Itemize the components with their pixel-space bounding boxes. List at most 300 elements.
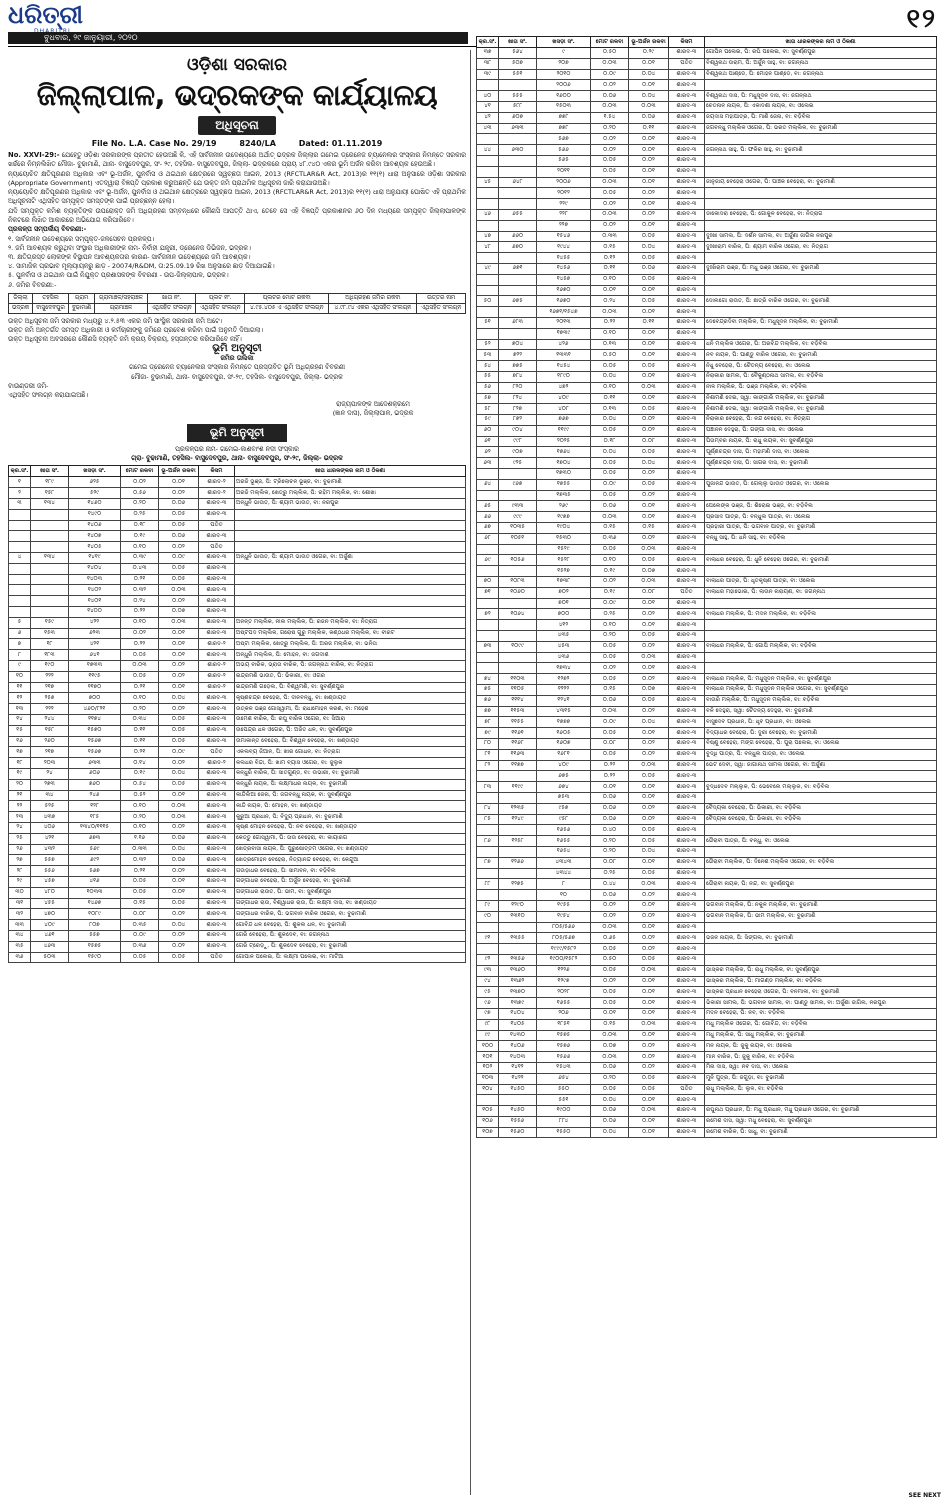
table-cell: ଶାରଦ-୩ — [669, 209, 705, 220]
table-cell: ୦.୦୫ — [159, 574, 199, 585]
table-cell — [499, 188, 537, 199]
table-cell: ୦.୦୨ — [629, 609, 669, 620]
table-cell: ୦.୨୨ — [121, 607, 159, 618]
table-cell: ୦.୦୧ — [629, 339, 669, 350]
table-cell: ୯୯୮ — [499, 436, 537, 447]
table-cell: ୦.୦୫ — [629, 296, 669, 307]
table-cell: ୫୦ — [477, 296, 499, 307]
table-cell: ୫୫୧ — [537, 1095, 591, 1106]
table-cell — [477, 490, 499, 501]
table-row — [477, 609, 937, 620]
table-cell: ଶାରଦ-୩ — [199, 855, 235, 866]
table-cell: ମିନା ଦାସ, ସ୍ୱା: ନବ ଦାସ, ବା: ଓଲେଇ — [705, 1062, 937, 1073]
table-cell — [705, 944, 937, 955]
table-cell: ୯୫ — [477, 987, 499, 998]
table-cell: ୯୩ — [477, 965, 499, 976]
table-cell — [705, 155, 937, 166]
table-cell: ବିଶ୍ୱନାଥ ପାଣ୍ଡେ, ପି: ମୋହନ ପାଣ୍ଡେ, ବା: ଜଗନ୍ନାଥ — [705, 69, 937, 80]
table-row — [477, 69, 937, 80]
table-cell: ୦.୩୩ — [121, 844, 159, 855]
table-cell — [477, 771, 499, 782]
table-cell: ଶାରଦ-୩ — [669, 760, 705, 771]
table-cell: ୨୬୦ — [31, 736, 69, 747]
table-cell: ୦.୦୨ — [629, 188, 669, 199]
table-cell: ୧୨୫୮ — [499, 836, 537, 847]
table-cell: ୪୯ — [477, 263, 499, 274]
table-cell — [705, 166, 937, 177]
table-cell: ୦.୩୬ — [121, 941, 159, 952]
table-cell — [705, 80, 937, 91]
table-row — [477, 371, 937, 382]
table-cell: ଶାରଦ-୩ — [669, 1106, 705, 1117]
table-cell: ୧୩୬୦ — [499, 965, 537, 976]
table-cell: ୯୯ — [477, 1030, 499, 1041]
table-cell: ୯ — [9, 660, 31, 671]
table-cell: ଶାରଦ-୩ — [669, 523, 705, 534]
table-cell: ୯୫୮ — [537, 814, 591, 825]
table-cell: ୦.୧୨ — [591, 253, 629, 264]
table-cell: ୦.୦୫ — [629, 1084, 669, 1095]
table-cell: ୪୫ — [477, 177, 499, 188]
table-cell: ୦.୨୪ — [121, 596, 159, 607]
table-cell: ୧୭୭୭ — [537, 717, 591, 728]
table-cell — [705, 188, 937, 199]
table-cell: ୫ — [9, 617, 31, 628]
table-cell: ୬୭୪ — [537, 782, 591, 793]
table-cell: ୧୫୬୦ — [499, 1127, 537, 1138]
table-cell: ଶାରଦ-୩ — [669, 911, 705, 922]
table-cell: ୧୭୦୪ — [537, 458, 591, 469]
table-cell: ଶାରଦ-୩ — [669, 685, 705, 696]
table-cell: ୭୨୨ — [499, 350, 537, 361]
table-cell: ୦.୦୧ — [629, 58, 669, 69]
table-cell: ୦.୦୧ — [629, 987, 669, 998]
table-cell: ଅନ୍ଧୁନି ଭାଉତ, ପି: ଶ୍ୟାମ ଭାଉତ, ବା: ନରପୁର — [235, 499, 466, 510]
table-cell: ୦.୦୨ — [629, 933, 669, 944]
table-cell: ୧୨୭୨ — [537, 674, 591, 685]
table-cell: ଅନ୍ଧୁରି ମଲ୍ଲିକ, ପି: ମୋହନ, ବା: ଜଗଦୀଶ — [235, 650, 466, 661]
table-cell: ୦.୦୫ — [629, 447, 669, 458]
table-cell: ୦.୦୫ — [159, 520, 199, 531]
table-cell: ଶାରଦ-୩ — [669, 328, 705, 339]
table-cell: ୧୬୭୧/୧୫୪୭ — [537, 307, 591, 318]
table-cell: ୯୨ — [477, 954, 499, 965]
table-cell: ୯୦୪ — [499, 425, 537, 436]
schedule-intro-sub: ଜମିର ତାଲିକା — [220, 353, 254, 362]
table-cell: ୦.୦୧ — [629, 328, 669, 339]
table-cell: ୦.୦୮ — [121, 909, 159, 920]
table-cell: ଶାରଦ-୩ — [669, 512, 705, 523]
table-cell — [705, 954, 937, 965]
table-cell: ୦.୦୩ — [591, 1030, 629, 1041]
table-cell — [705, 846, 937, 857]
table-cell: ୪୦ — [477, 91, 499, 102]
table-cell: ୧୬୭୦ — [537, 285, 591, 296]
table-cell: ୦.୦୪ — [591, 1127, 629, 1138]
table-cell: ୦.୦୩ — [159, 617, 199, 628]
table-cell: ୦.୧୫ — [591, 242, 629, 253]
table-cell: ୦.୧୩ — [591, 339, 629, 350]
table-cell: ଶାରଦ-୩ — [669, 566, 705, 577]
table-cell: ୪୦୯ — [537, 760, 591, 771]
table-cell: ୦.୦୫ — [629, 479, 669, 490]
table-cell: ୦.୦୮ — [629, 436, 669, 447]
table-cell: ୦.୦୪ — [629, 846, 669, 857]
table-cell: ୦.୦୫ — [591, 998, 629, 1009]
table-cell: ୧୪୦୬ — [499, 1041, 537, 1052]
table-cell: ଶାରଦ-୩ — [669, 782, 705, 793]
table-cell: ୦.୦୨ — [159, 542, 199, 553]
table-cell: ଶାରଦ-୩ — [199, 801, 235, 812]
table-cell: ୧୧୫୩ — [499, 706, 537, 717]
table-row — [477, 1008, 937, 1019]
table-cell: ୦.୦୨ — [159, 660, 199, 671]
table-cell: ଶାରଦ-୩ — [199, 736, 235, 747]
table-cell: ବାଲାଧର ବେହେରା, ପି: ଧୁନି ବେହେରା ଓଗେର, ବା: ବୁଢାମାଣି — [705, 555, 937, 566]
table-row — [477, 415, 937, 426]
table-cell: ୦.୦୧ — [629, 145, 669, 156]
table-row — [477, 199, 937, 210]
table-cell: ବିଶ୍ୱନାଥ ଉରାମ, ପି: ଅର୍ଜୁନ ସାହୁ, ବା: ଜଗନ୍ନାଥ — [705, 58, 937, 69]
table-cell: ୦.୧୪ — [121, 758, 159, 769]
table-cell: ୫୪ — [477, 361, 499, 372]
table-cell: ୦.୧୯ — [121, 768, 159, 779]
table-cell: ୦.୦୬ — [159, 531, 199, 542]
table-row — [477, 350, 937, 361]
table-row — [9, 488, 466, 499]
table-cell: ଶାରଦ-୩ — [199, 704, 235, 715]
table-cell: ୫୬୭ — [69, 866, 121, 877]
table-cell: ୦.୦୫ — [159, 714, 199, 725]
table-cell: ପତିତ — [669, 58, 705, 69]
table-cell: ୪୨୧ — [31, 833, 69, 844]
table-cell: ଉପେନ୍ଦ୍ର ଧଳ ଓଗେର, ପି: ଅଜିତ ଧଳ, ବା: ସୁବର୍ଣ୍ଣପୁର — [235, 725, 466, 736]
table-cell: ୨୬୯ — [537, 501, 591, 512]
table-cell: ୦.୦୩ — [591, 922, 629, 933]
table-cell: ୧୭୩୫ — [537, 490, 591, 501]
table-cell: ୧୨୨୬ — [537, 965, 591, 976]
table-cell: ଶାରଦ-୩ — [199, 941, 235, 952]
table-cell: ୧୫ — [9, 725, 31, 736]
table-cell: ୧୩୪ — [31, 499, 69, 510]
table-cell — [705, 199, 937, 210]
table-cell: କୁରୁଆ ପ୍ରଧାନ, ପି: ବିଦ୍ୟୁ ପ୍ରଧାନ, ବା: ବୁଢାମାଣି — [235, 812, 466, 823]
table-cell: ୦.୦୩ — [591, 307, 629, 318]
table-cell: ୧୪୨୨ — [499, 1073, 537, 1084]
table-cell — [499, 792, 537, 803]
notice-number: No. XXVI-29:- — [8, 151, 60, 159]
table-row — [9, 628, 466, 639]
table-row — [477, 48, 937, 59]
table-cell: ଶାରଦ-୩ — [669, 533, 705, 544]
table-cell: ଶାରଦ-୩ — [669, 1095, 705, 1106]
table-row — [9, 574, 466, 585]
table-cell: ୦.୦୨ — [629, 803, 669, 814]
table-cell: ୬୨୩ — [69, 628, 121, 639]
table-row — [477, 868, 937, 879]
table-cell: ୨୬ — [9, 844, 31, 855]
table-cell: ୭୦୧ — [537, 598, 591, 609]
table-row — [477, 911, 937, 922]
table-cell: ୯୭ — [477, 1008, 499, 1019]
table-cell: ୦.୦୪ — [591, 1095, 629, 1106]
table-cell: ୭୦୨ — [537, 587, 591, 598]
table-cell: ୦.୦୫ — [629, 361, 669, 372]
table-cell: ୦.୦୧ — [629, 998, 669, 1009]
table-cell — [235, 531, 466, 542]
table-cell: ୧୪୩୦ — [499, 1030, 537, 1041]
table-cell: ୧୧୭୦ — [69, 682, 121, 693]
table-cell: ୦.୨୧ — [121, 574, 159, 585]
table-cell: ୮୧ — [477, 749, 499, 760]
table-cell: ବିଶ୍ୱନାଥ ଦାସ, ପି: ମଧୁସୂଦନ ଦାସ, ବା: ଜଗନ୍ନାଥ — [705, 91, 937, 102]
table-cell: ଭଗବାନ ମଲ୍ଲିକ, ପି: ନକୁଳ ମଲ୍ଲିକ, ବା: ବୁଢାମାଣି — [705, 900, 937, 911]
table-cell: ବାଲାଧର ମହାଭୋଇ, ପି: ଲାଉନ ନାରାୟଣ, ବା: ଜଗନ୍ନାଥ — [705, 587, 937, 598]
table-row — [477, 728, 937, 739]
table-cell: ୦.୦୨ — [629, 209, 669, 220]
table-cell — [235, 596, 466, 607]
table-cell: ୦.୦୧ — [629, 1030, 669, 1041]
table-cell: ୬୮ — [477, 533, 499, 544]
table-cell: ଶାରଦ-୩ — [669, 598, 705, 609]
table-cell: ୦.୦୨ — [629, 674, 669, 685]
table-cell: ୦.୦୫ — [629, 836, 669, 847]
table-cell — [477, 868, 499, 879]
table-cell: ୬୮୩ — [499, 317, 537, 328]
table-cell: ଉମାକାନ୍ତ ବେହେରା, ପି: ବିଶ୍ୱନ ବେହେରା, ବା: ଖଣ୍ଡାୟତ — [235, 736, 466, 747]
table-cell: ୧୫୨୮ — [537, 555, 591, 566]
table-cell: ଭୈରାବୀ ମଲ୍ଲିକ, ପି: ଦିନେଶ ମଲ୍ଲିକ ଓଗେର, ବା: ବଡ଼ିବିଲ — [705, 857, 937, 868]
table-cell — [705, 890, 937, 901]
table-cell: ୧୩୫୫ — [499, 933, 537, 944]
table-cell: ଶାରଦ-୩ — [199, 833, 235, 844]
table-cell: ୧୦୫୬ — [499, 555, 537, 566]
table-cell: ୭୭୮ — [537, 123, 591, 134]
table-cell: ୦.୦୬ — [591, 1116, 629, 1127]
table-row — [9, 563, 466, 574]
table-cell: ୧.୧୬ — [121, 833, 159, 844]
table-body — [477, 48, 937, 1138]
table-cell: ୦.୦୨ — [629, 911, 669, 922]
table-cell: ଅରଜି ଭୂଞ୍ଜ, ପି: ଟ୍ରିଲୋଚନ ଭୂଞ୍ଜ, ବା: ବୁଢାମାଣି — [235, 477, 466, 488]
table-cell: ଶାରଦ-୩ — [199, 909, 235, 920]
table-row — [477, 188, 937, 199]
table-cell: ୪୬ — [477, 209, 499, 220]
table-cell: ୨୯ — [9, 876, 31, 887]
table-cell: ୦.୧୫ — [591, 685, 629, 696]
table-row — [477, 987, 937, 998]
table-cell: ୨୭୩ — [31, 779, 69, 790]
table-cell: ୦.୧୦ — [591, 382, 629, 393]
table-cell — [477, 307, 499, 318]
land-details-row: ଭଦ୍ରକ ବାସୁଦେବପୁର ବୁଢାମାଣି ଗ୍ରାମାଞ୍ଚଳ ଏଥିସହିତ ସଂଲଗ୍ନ ଏଥିସହିତ ସଂଲଗ୍ନ ୪.୯୫.୪୦୫ ଏ ଏଥିସହିତ ସଂଲଗ୍ନ ୪.୯୮.୯୪ ଏକର ଏଥିସହିତ ସଂଲଗ୍ନ ଏଥିସହିତ ସଂଲଗ୍ନ — [9, 303, 466, 313]
table-row — [9, 477, 466, 488]
table-cell: ୦.୦୫ — [121, 952, 159, 963]
table-cell: ୨୦୧୨ — [537, 188, 591, 199]
table-cell: ୦.୦୧ — [629, 900, 669, 911]
table-cell: ଶାରଦ-୩ — [199, 844, 235, 855]
table-cell: ୪୨୨ — [69, 617, 121, 628]
table-cell: ପ୍ରହାରୀ ପାତ୍ର, ପି: ଭଗବାନ ପାତ୍ର, ବା: ବୁଢାମାଣି — [705, 523, 937, 534]
table-cell: ୭୦୦ — [537, 609, 591, 620]
table-row — [477, 263, 937, 274]
table-cell: ୧୯ — [9, 768, 31, 779]
table-header: କ୍ର.ସଂ. ଖାତା ସଂ. ଖସଡ଼ା ସଂ. ମୋଟ ରକବା ଭୂ-ଅର୍ଜନ ରକବା କିସମ ଖାତା ଧାରକଙ୍କର ନାମ ଓ ଠିକଣା — [9, 466, 466, 477]
table-cell: ୦.୦୨ — [159, 488, 199, 499]
table-cell — [9, 520, 31, 531]
table-cell: ଶାରଦ-୨ — [199, 660, 235, 671]
table-cell: ୨ — [9, 488, 31, 499]
table-cell: ୦.୦୨ — [159, 704, 199, 715]
table-cell: ୬୩ — [477, 458, 499, 469]
table-cell — [499, 490, 537, 501]
table-cell: ୦.୦୫ — [629, 253, 669, 264]
table-row — [477, 922, 937, 933]
table-cell: ୯୩୩ — [499, 501, 537, 512]
table-cell — [705, 663, 937, 674]
office-title: ଜିଲ୍ଲାପାଳ, ଭଦ୍ରକଙ୍କ କାର୍ଯ୍ୟାଳୟ — [36, 78, 438, 112]
table-cell: ୧୪୧୨ — [499, 1062, 537, 1073]
table-cell: ୦.୦୫ — [591, 674, 629, 685]
table-cell: ୦.୦୯ — [159, 747, 199, 758]
table-row — [9, 639, 466, 650]
table-cell: ଶାରଦ-୩ — [199, 876, 235, 887]
table-cell: ୧୯୭୭ — [537, 512, 591, 523]
table-cell: ନିରାକାର ସାମଲ, ପି: ବୈକୁଣ୍ଠନାଥ ସାମଲ, ବା: ବଡ଼ିବିଲ — [705, 371, 937, 382]
table-cell: ୧୫୩ — [31, 628, 69, 639]
project-summary — [8, 225, 466, 289]
table-cell: ୧୪୬୦ — [69, 499, 121, 510]
newspaper-logo: ଧରିତ୍ରୀ — [8, 0, 83, 29]
table-cell: ଶାରଦ-୩ — [199, 887, 235, 898]
table-cell: ୧୯୦୪ — [537, 523, 591, 534]
table-cell: ୦.୦୨ — [629, 1052, 669, 1063]
table-cell: ବୈଦ୍ୟକା ବେହେରା, ପି: ଭିକାରୀ, ବା: ବଡ଼ିବିଲ — [705, 814, 937, 825]
table-cell: ୪୩୨ — [31, 844, 69, 855]
table-cell: ୬୭୧ — [499, 263, 537, 274]
table-cell: ଅନନ୍ତ ମଲ୍ଲିକ, ନୀଲ ମଲ୍ଲିକ, ପି: ରଜନ ମଲ୍ଲିକ, ବା: ନିତ୍ରାଗ — [235, 617, 466, 628]
table-cell: ୧୨୪୯ — [499, 814, 537, 825]
table-cell: ୦.୨୦ — [121, 499, 159, 510]
table-cell: ଶାରଦ-୩ — [669, 188, 705, 199]
table-cell: ୨୦୩ — [31, 758, 69, 769]
table-cell: ୧୫୯ — [31, 617, 69, 628]
table-body — [9, 477, 466, 963]
table-cell: ୮୦ — [477, 739, 499, 750]
table-cell: ୧୬୭୦ — [537, 296, 591, 307]
table-cell: ରମେଶ ଦାସ, ସ୍ୱା: ମଧୁ ବେହେରା, ବା: ସୁବର୍ଣ୍ଣପୁର — [705, 1116, 937, 1127]
table-cell: ୦.୧୯ — [121, 531, 159, 542]
table-cell: ଶାରଦ-୩ — [669, 479, 705, 490]
table-cell: ୦.୦୫ — [121, 887, 159, 898]
table-cell: ୦.୦୫ — [591, 490, 629, 501]
table-cell — [477, 566, 499, 577]
table-cell: ୧୦୮୩ — [499, 577, 537, 588]
table-cell: ୦.୧୯ — [591, 566, 629, 577]
table-cell: ଶାରଦ-୩ — [669, 803, 705, 814]
table-cell: ୦.୦୫ — [629, 404, 669, 415]
table-cell — [477, 199, 499, 210]
table-cell: ୦.୫୦ — [591, 48, 629, 59]
table-cell: ବୁଦ୍ଧଦେବ ମଲ୍ଲୁକ, ପି: ଭେବେଲେ ମଲ୍ଲୁକ, ବା: ବଡ଼ିବିଲ — [705, 782, 937, 793]
table-cell: ୦.୧୦ — [591, 328, 629, 339]
table-cell: ୮୨୦ — [499, 382, 537, 393]
table-cell: ୦.୦୧ — [629, 307, 669, 318]
table-cell: ଗଙ୍ଗାଧର ବେହେରା, ପି: ଅର୍ଜୁନ ବେହେରା, ବା: ବୁଢାମାଣି — [235, 876, 466, 887]
table-cell: ୮୭୨ — [499, 415, 537, 426]
table-cell — [477, 155, 499, 166]
table-cell: ୪୮୦ — [31, 887, 69, 898]
table-cell: ୦.୦୫ — [159, 509, 199, 520]
table-cell: ୦.୦୪ — [159, 844, 199, 855]
table-cell: ୦.୫୨ — [121, 790, 159, 801]
table-cell: ୫୯ — [477, 415, 499, 426]
table-cell — [235, 509, 466, 520]
table-cell: ୦.୦୨ — [629, 425, 669, 436]
table-cell: ୦.୦୧ — [629, 501, 669, 512]
table-row — [9, 920, 466, 931]
table-cell: ୦.୨୫ — [591, 609, 629, 620]
table-cell: ୦.୦୨ — [629, 415, 669, 426]
table-cell: ୦.୦୨ — [159, 941, 199, 952]
table-row — [477, 404, 937, 415]
table-cell — [477, 80, 499, 91]
table-cell: ୨୨୮ — [537, 209, 591, 220]
table-row — [477, 1073, 937, 1084]
table-cell: ୪୮ — [477, 242, 499, 253]
table-cell: ୦.୩୨ — [121, 855, 159, 866]
schedule-intro-title: ଭୂମି ଅନୁସୂଚୀ — [212, 343, 262, 355]
table-cell: ୧୫୮ — [31, 725, 69, 736]
table-cell: ୬୪୮ — [499, 177, 537, 188]
table-cell — [9, 509, 31, 520]
table-cell: ୧୨ — [9, 693, 31, 704]
table-cell: ଧନି ମଲ୍ଲିକ ଓଗେର, ପି: ଅରବିନ୍ଦ ମଲ୍ଲିକ, ବା: ବଡ଼ିବିଲ — [705, 339, 937, 350]
table-row — [477, 944, 937, 955]
table-cell — [705, 631, 937, 642]
table-cell: ଶାରଦ-୩ — [669, 954, 705, 965]
table-cell: ଶାରଦ-୩ — [669, 771, 705, 782]
table-cell: ୧୪୫୪ — [537, 361, 591, 372]
table-cell — [31, 596, 69, 607]
table-cell: ୦.୦୨ — [159, 930, 199, 941]
table-cell: ୧୩୬୨ — [499, 976, 537, 987]
table-cell: ପୂର୍ଣ୍ଣଚନ୍ଦ୍ର ଦାସ, ପି: ମହାମଣି ଦାସ, ବା: ଓଲେଇ — [705, 447, 937, 458]
table-row — [477, 533, 937, 544]
table-cell: କୃଷ୍ଣ ମୋହନ ବେହେରା, ପି: ନବ ବେହେରା, ବା: ଖଣ୍ଡାୟତ — [235, 822, 466, 833]
table-cell: ୩୯ — [477, 69, 499, 80]
table-cell: ୦.୨୦ — [121, 812, 159, 823]
table-row — [477, 1095, 937, 1106]
table-cell: ୩୩ — [9, 920, 31, 931]
table-cell: ୦.୦୧ — [629, 1116, 669, 1127]
table-cell: ଗୋପାଳ ପଲେଇ, ପି: ଲକ୍ଷ୍ମୀ ପଲେଇ, ବା: ମାଟିଆ — [235, 952, 466, 963]
table-cell: ଗେରି ଟ୍ରେଡ଼ୁ, ପି: ଶୁକଦେବ ବେହେରା, ବା: ବୁଢାମାଣି — [235, 941, 466, 952]
table-cell: ୦.୦୭ — [591, 1041, 629, 1052]
table-cell: ଶାରଦ-୩ — [669, 728, 705, 739]
table-cell: ଭୈରାବୀ ନାୟକ, ପି: ନନ୍ଦ, ବା: ସୁବର୍ଣ୍ଣପୁର — [705, 879, 937, 890]
table-cell: ୦.୧୦ — [591, 274, 629, 285]
table-cell: ୦.୫୦ — [591, 954, 629, 965]
table-cell: ଶାରଦ-୩ — [669, 717, 705, 728]
table-cell: ୮୦୭ — [69, 920, 121, 931]
table-cell: ମାନ ବାରିକ, ପି: ଜୁକୁ ବାରିକ, ବା: ବଡ଼ିବିଲ — [705, 1052, 937, 1063]
table-cell: ୦.୦୫ — [591, 652, 629, 663]
table-cell: ଶାରଦ-୨ — [199, 671, 235, 682]
table-cell: ୧୫୬୭ — [69, 747, 121, 758]
table-cell: ଶାରଦ-୩ — [669, 447, 705, 458]
table-cell: ଶାରଦ-୩ — [199, 574, 235, 585]
